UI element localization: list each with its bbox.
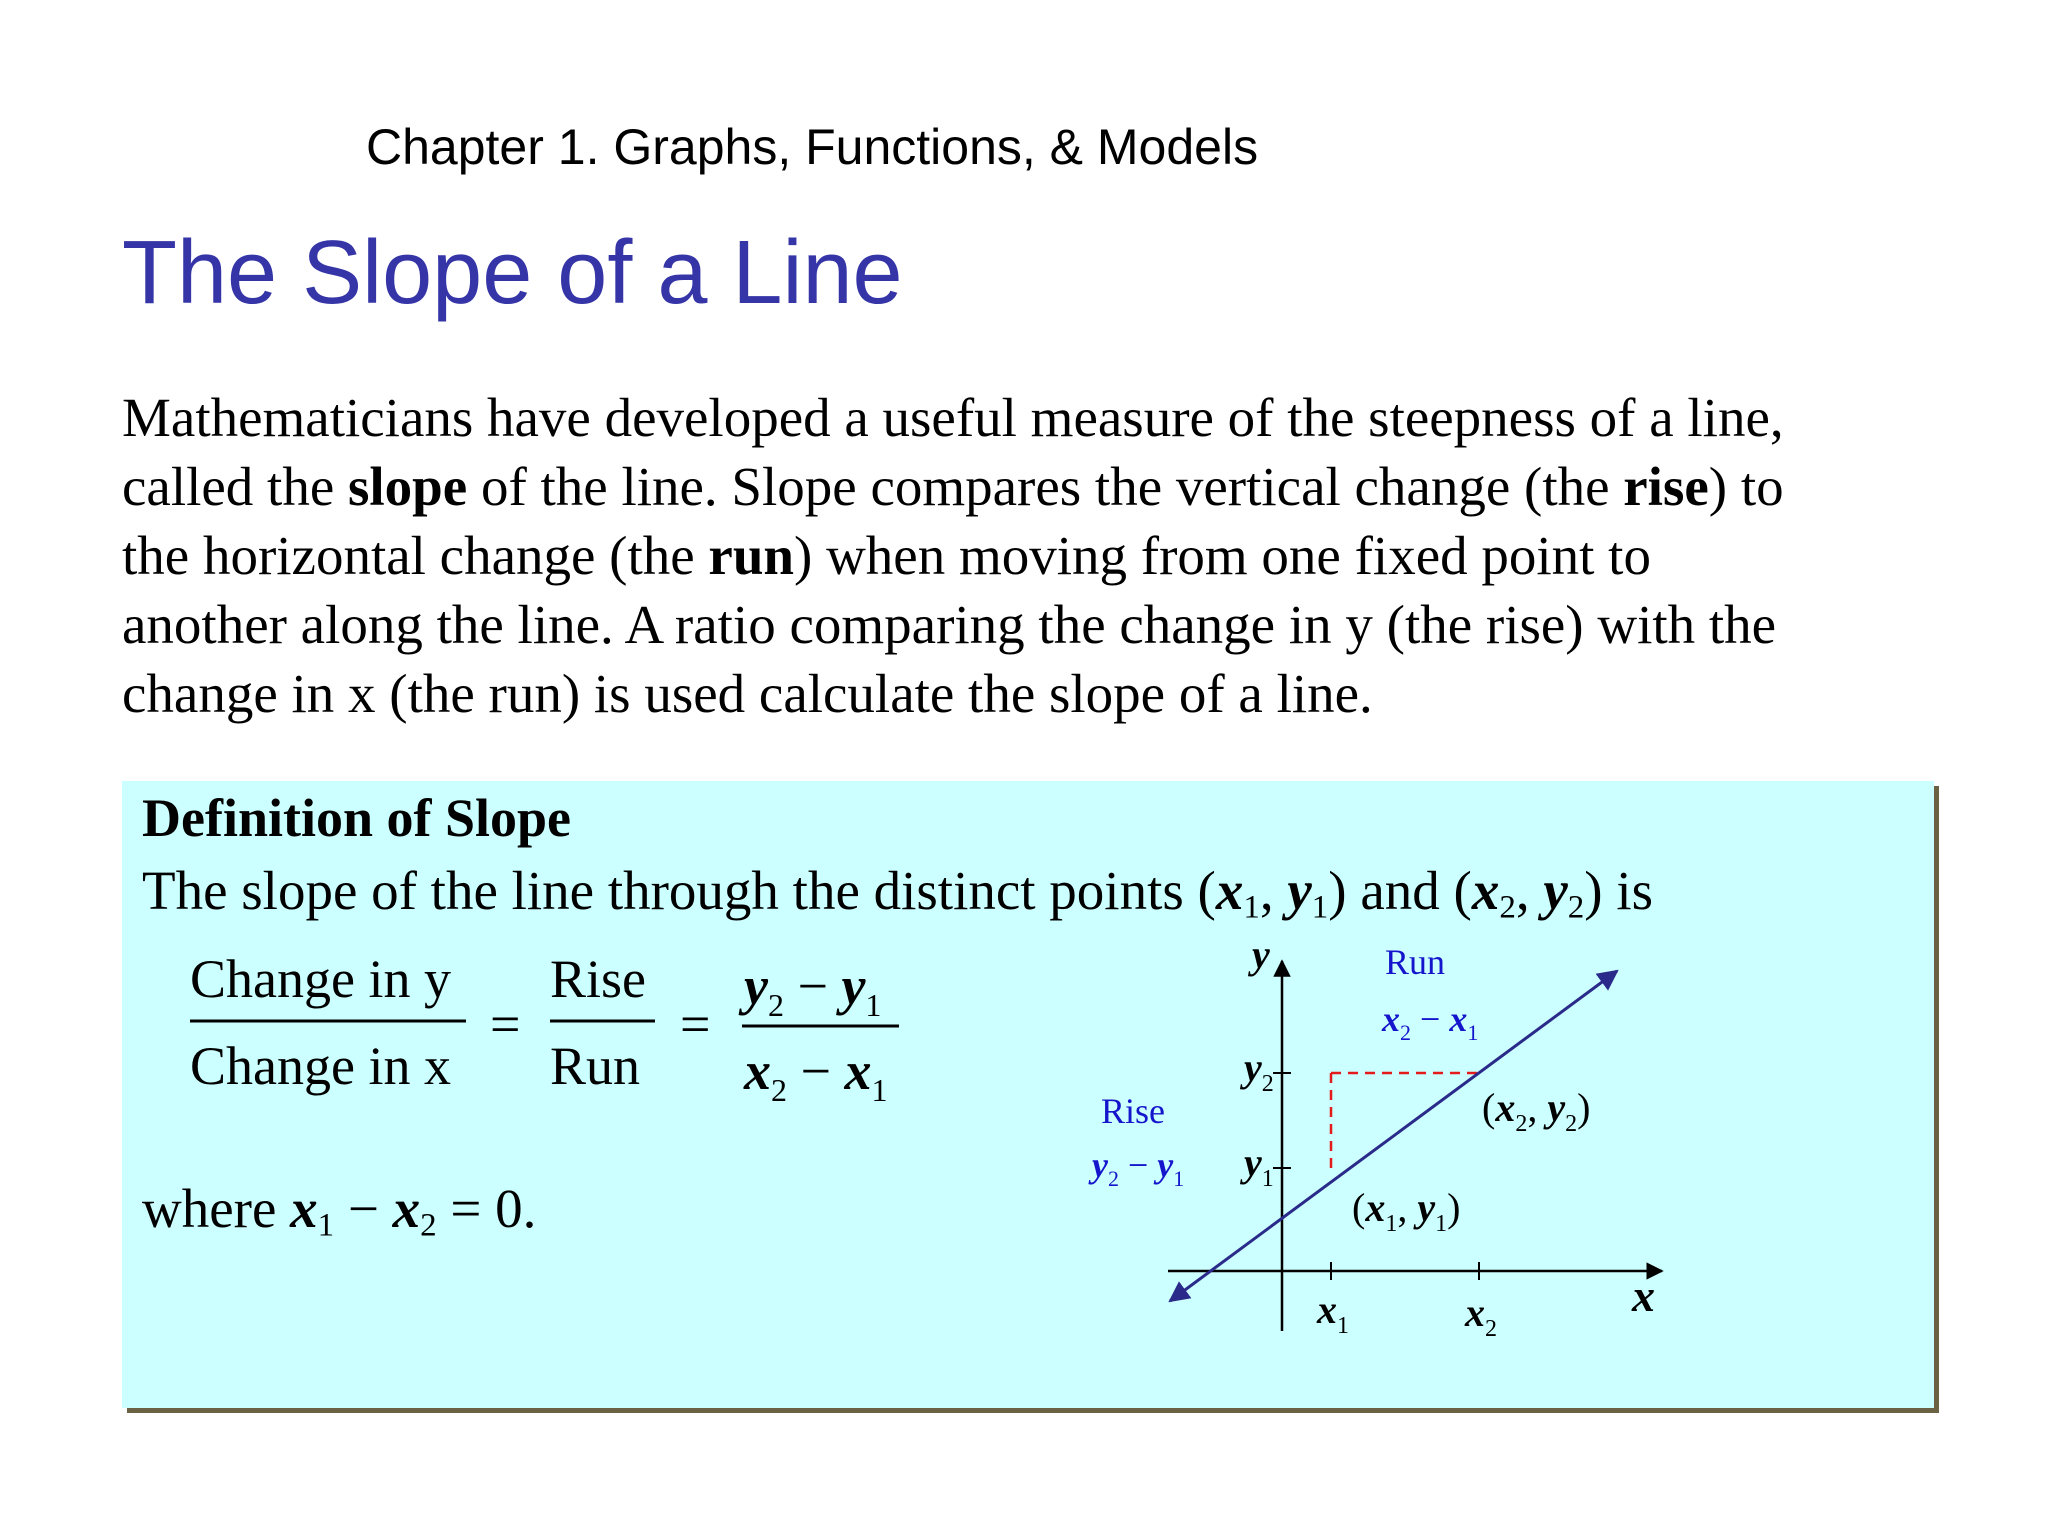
- point-2-label: ($x_2$, $y_2$): [1482, 1085, 1591, 1137]
- term-run: run: [708, 525, 795, 586]
- equals-sign-1: =: [490, 994, 521, 1054]
- intro-line-4: another along the line. A ratio comparing the change in y (the rise) with the: [122, 594, 1777, 655]
- run-label: Run: [1385, 942, 1446, 982]
- formula-den-run: Run: [550, 1036, 641, 1096]
- chapter-heading: Chapter 1. Graphs, Functions, & Models: [366, 119, 1259, 175]
- rise-label: Rise: [1101, 1091, 1166, 1131]
- slide-title: The Slope of a Line: [122, 223, 903, 323]
- formula-den-dx: $x_2 - x_1$: [744, 1041, 888, 1108]
- intro-line-1: Mathematicians have developed a useful measure of the steepness of a line,: [122, 387, 1784, 448]
- definition-title: Definition of Slope: [142, 788, 572, 848]
- point-2: ($x_2$, $y_2$): [1453, 860, 1603, 926]
- y-axis-label: y: [1252, 932, 1270, 977]
- x2-label: $x_2$: [1465, 1290, 1497, 1342]
- where-condition: where $x_1 - x_2 = 0$.: [142, 1178, 537, 1244]
- intro-line-3: the horizontal change (the run) when moving from one fixed point to: [122, 525, 1651, 586]
- point-1-label: ($x_1$, $y_1$): [1352, 1185, 1461, 1237]
- definition-text: The slope of the line through the distinct points ($x_1$, $y_1$) and ($x_2$, $y_2$) is: [142, 860, 1654, 926]
- y2-label: $y_2$: [1244, 1045, 1274, 1097]
- formula-num-dy: $y_2 - y_1$: [744, 956, 882, 1023]
- slope-graph: [1072, 931, 1672, 1351]
- intro-line-2: called the slope of the line. Slope compares the vertical change (the rise) to: [122, 456, 1784, 517]
- rise-expression: $y_2 - y_1$: [1092, 1145, 1185, 1191]
- definition-box: [122, 781, 1934, 1408]
- x-axis-label: x: [1632, 1270, 1655, 1321]
- formula-den-change-x: Change in x: [190, 1036, 451, 1096]
- formula-num-change-y: Change in y: [190, 949, 451, 1009]
- intro-line-5: change in x (the run) is used calculate the slope of a line.: [122, 663, 1373, 724]
- term-rise: rise: [1623, 456, 1709, 517]
- x1-label: $x_1$: [1317, 1287, 1349, 1339]
- equals-sign-2: =: [680, 994, 711, 1054]
- intro-paragraph: [122, 383, 1922, 728]
- term-slope: slope: [348, 456, 468, 517]
- y1-label: $y_1$: [1244, 1140, 1274, 1192]
- slope-formula: [122, 936, 922, 1136]
- formula-num-rise: Rise: [550, 949, 647, 1009]
- run-expression: $x_2 - x_1$: [1382, 999, 1479, 1045]
- point-1: ($x_1$, $y_1$): [1197, 860, 1347, 926]
